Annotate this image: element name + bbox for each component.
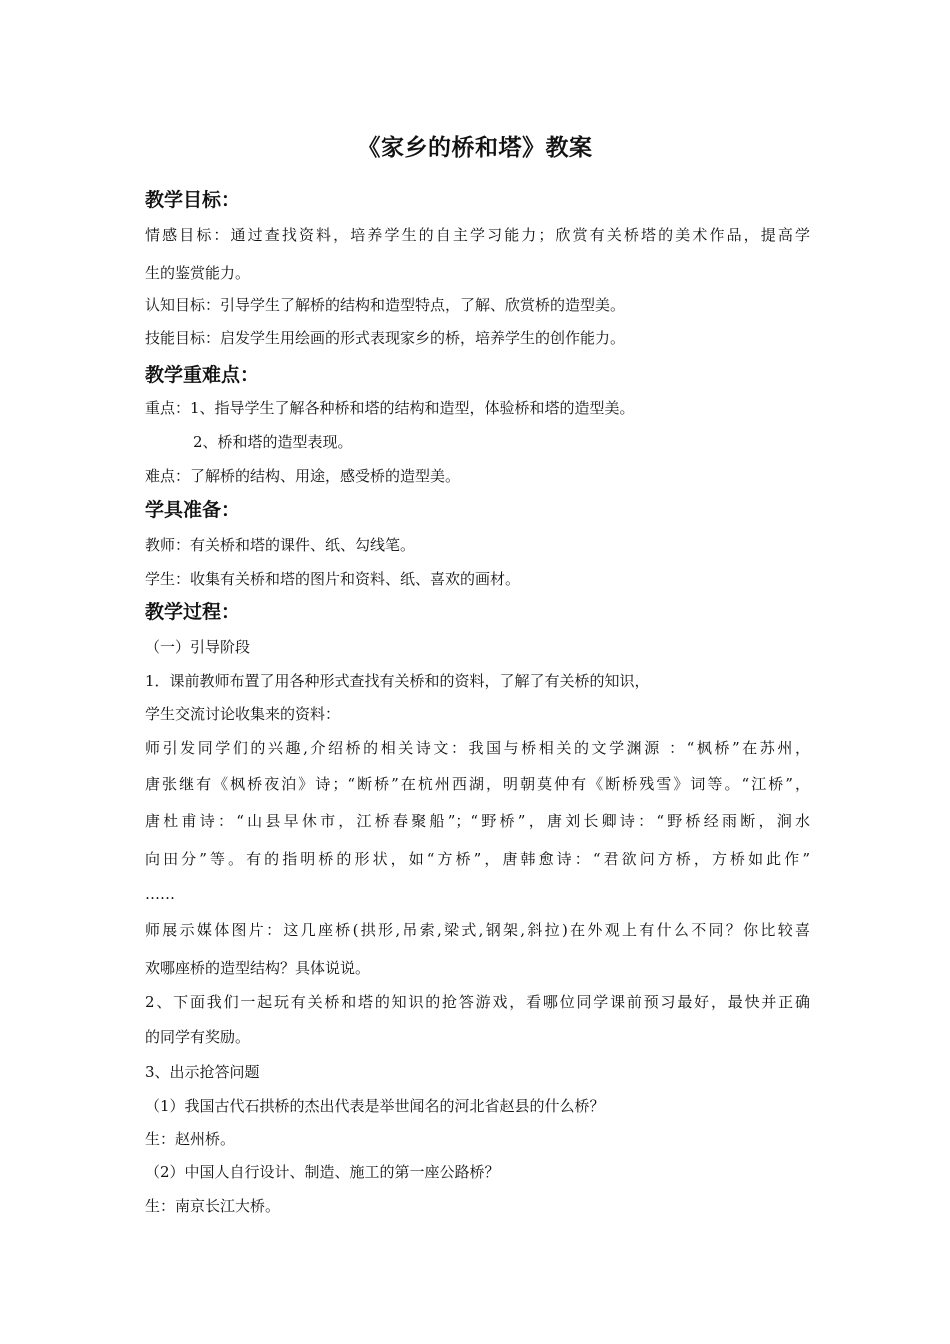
- document-title: 《家乡的桥和塔》教案: [357, 135, 593, 161]
- paragraph-line: 向田分”等。有的指明桥的形状，如“方桥”，唐韩愈诗：“君欲问方桥，方桥如此作”: [145, 850, 810, 868]
- paragraph-line: 2、下面我们一起玩有关桥和塔的知识的抢答游戏，看哪位同学课前预习最好，最快并正确: [145, 993, 810, 1011]
- heading-materials: 学具准备：: [145, 499, 241, 521]
- paragraph-line: 2、桥和塔的造型表现。: [193, 433, 353, 451]
- paragraph-line: 师展示媒体图片：这几座桥(拱形,吊索,梁式,钢架,斜拉)在外观上有什么不同？你比较喜: [145, 921, 810, 939]
- paragraph-line: 教师：有关桥和塔的课件、纸、勾线笔。: [145, 536, 416, 554]
- paragraph-line: 生的鉴赏能力。: [145, 264, 251, 282]
- paragraph-line: ……: [145, 885, 175, 903]
- paragraph-line: 学生交流讨论收集来的资料：: [145, 705, 341, 723]
- paragraph-line: （一）引导阶段: [145, 638, 251, 656]
- heading-key-points: 教学重难点：: [145, 364, 260, 386]
- paragraph-line: 1．课前教师布置了用各种形式查找有关桥和的资料，了解了有关桥的知识，: [145, 672, 650, 690]
- paragraph-line: 师引发同学们的兴趣,介绍桥的相关诗文：我国与桥相关的文学渊源 ：“枫桥”在苏州，: [145, 739, 810, 757]
- paragraph-line: 生：赵州桥。: [145, 1130, 236, 1148]
- heading-objectives: 教学目标：: [145, 189, 241, 211]
- paragraph-line: 认知目标：引导学生了解桥的结构和造型特点，了解、欣赏桥的造型美。: [145, 296, 626, 314]
- paragraph-line: 难点：了解桥的结构、用途，感受桥的造型美。: [145, 467, 461, 485]
- paragraph-line: 生：南京长江大桥。: [145, 1197, 281, 1215]
- paragraph-line: 情感目标：通过查找资料，培养学生的自主学习能力；欣赏有关桥塔的美术作品，提高学: [145, 226, 810, 244]
- paragraph-line: （2）中国人自行设计、制造、施工的第一座公路桥？: [145, 1163, 500, 1181]
- paragraph-line: 3、出示抢答问题: [145, 1063, 260, 1081]
- paragraph-line: 学生：收集有关桥和塔的图片和资料、纸、喜欢的画材。: [145, 570, 521, 588]
- paragraph-line: 唐张继有《枫桥夜泊》诗；“断桥”在杭州西湖，明朝莫仲有《断桥残雪》词等。“江桥”，: [145, 775, 810, 793]
- paragraph-line: 唐杜甫诗：“山县早休市，江桥春聚船”；“野桥”，唐刘长卿诗：“野桥经雨断，涧水: [145, 812, 810, 830]
- paragraph-line: 的同学有奖励。: [145, 1028, 251, 1046]
- paragraph-line: 重点：1、指导学生了解各种桥和塔的结构和造型，体验桥和塔的造型美。: [145, 399, 635, 417]
- heading-process: 教学过程：: [145, 601, 241, 623]
- paragraph-line: 欢哪座桥的造型结构？具体说说。: [145, 959, 371, 977]
- paragraph-line: （1）我国古代石拱桥的杰出代表是举世闻名的河北省赵县的什么桥？: [145, 1097, 605, 1115]
- paragraph-line: 技能目标：启发学生用绘画的形式表现家乡的桥，培养学生的创作能力。: [145, 329, 626, 347]
